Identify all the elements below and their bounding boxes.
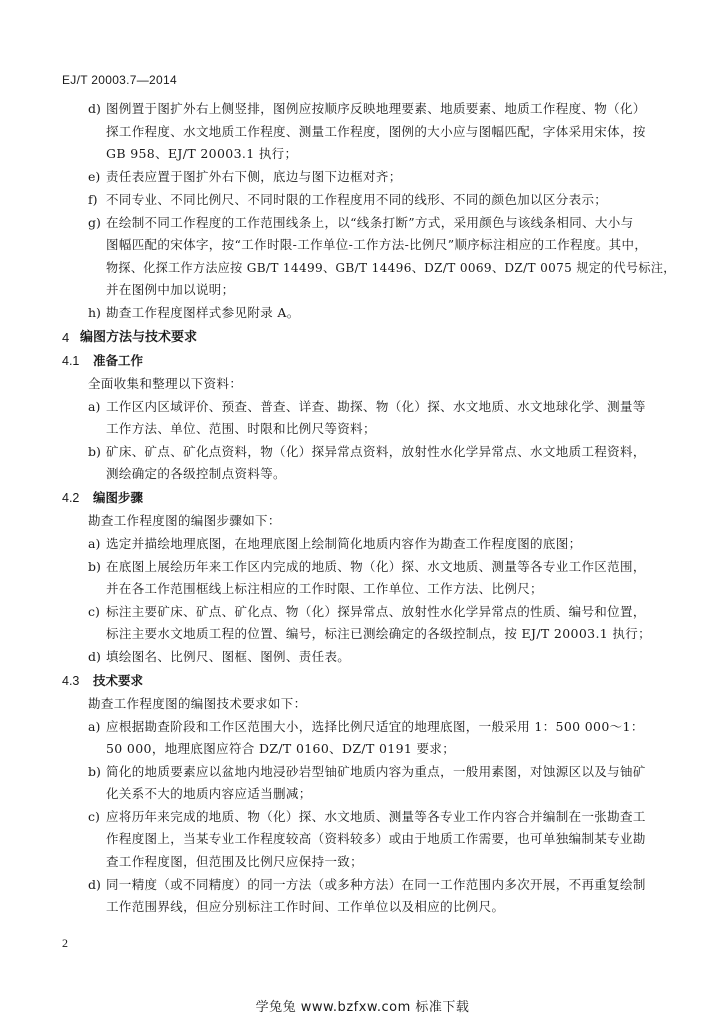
item-line: 作程度图上，当某专业工作程度较高（资料较多）或由于地质工作需要，也可单独编制某专业勘 [106, 831, 646, 846]
item-line: 图幅匹配的宋体字，按“工作时限-工作单位-工作方法-比例尺”顺序标注相应的工作程度。其中， [106, 237, 648, 252]
subsection-title: 准备工作 [93, 353, 144, 368]
item-line: 化关系不大的地质内容应适当删减； [106, 786, 312, 801]
item-line: 标注主要水文地质工程的位置、编号，标注已测绘确定的各级控制点，按 EJ/T 20003.1 执行； [106, 626, 651, 641]
item-label: e) [88, 169, 101, 184]
item-line: 填绘图名、比例尺、图框、图例、责任表。 [106, 649, 351, 664]
paragraph: 全面收集和整理以下资料： [88, 376, 243, 391]
item-label: c) [88, 604, 100, 619]
footer-watermark: 学兔兔 www.bzfxw.com 标准下载 [255, 1000, 470, 1015]
item-line: 责任表应置于图扩外右下侧，底边与图下边框对齐； [106, 169, 402, 184]
item-label: d) [88, 649, 101, 664]
page-number: 2 [62, 936, 68, 950]
item-line: 不同专业、不同比例尺、不同时限的工作程度用不同的线形、不同的颜色加以区分表示； [106, 192, 608, 207]
item-line: 在底图上展绘历年来工作区内完成的地质、物（化）探、水文地质、测量等各专业工作区范围， [106, 559, 646, 574]
item-line: 应将历年来完成的地质、物（化）探、水文地质、测量等各专业工作内容合并编制在一张勘查工 [106, 809, 646, 824]
subsection-title: 技术要求 [93, 673, 144, 688]
subsection-title: 编图步骤 [93, 490, 144, 505]
item-label: d) [88, 877, 101, 892]
item-line: 勘查工作程度图样式参见附录 A。 [106, 305, 300, 320]
item-label: g) [88, 215, 101, 230]
paragraph: 勘查工作程度图的编图技术要求如下： [88, 696, 307, 711]
item-label: b) [88, 764, 101, 779]
item-line: 矿床、矿点、矿化点资料，物（化）探异常点资料，放射性水化学异常点、水文地质工程资料， [106, 444, 646, 459]
item-label: f) [88, 192, 98, 207]
item-line: 图例置于图扩外右上侧竖排，图例应按顺序反映地理要素、地质要素、地质工作程度、物（化） [106, 101, 646, 116]
item-label: a) [88, 536, 101, 551]
paragraph: 勘查工作程度图的编图步骤如下： [88, 513, 281, 528]
item-line: 应根据勘查阶段和工作区范围大小，选择比例尺适宜的地理底图，一般采用 1：500 000～1： [106, 719, 644, 734]
item-line: 测绘确定的各级控制点资料等。 [106, 466, 286, 481]
item-line: 50 000，地理底图应符合 DZ/T 0160、DZ/T 0191 要求； [106, 741, 456, 756]
section-title: 编图方法与技术要求 [80, 330, 198, 345]
subsection-number: 4.2 [62, 491, 80, 505]
page-header: EJ/T 20003.7—2014 [62, 73, 177, 87]
item-label: h) [88, 305, 101, 320]
item-line: GB 958、EJ/T 20003.1 执行； [106, 146, 298, 161]
item-line: 工作范围界线，但应分别标注工作时间、工作单位以及相应的比例尺。 [106, 899, 505, 914]
section-number: 4 [62, 330, 70, 345]
item-label: d) [88, 101, 101, 116]
item-line: 物探、化探工作方法应按 GB/T 14499、GB/T 14496、DZ/T 0069、DZ/T 0075 规定的代号标注， [106, 260, 676, 275]
item-line: 标注主要矿床、矿点、矿化点、物（化）探异常点、放射性水化学异常点的性质、编号和位置， [106, 604, 646, 619]
item-label: b) [88, 559, 101, 574]
item-label: b) [88, 444, 101, 459]
item-line: 工作方法、单位、范围、时限和比例尺等资料； [106, 421, 376, 436]
item-line: 查工作程度图，但范围及比例尺应保持一致； [106, 854, 364, 869]
item-label: a) [88, 399, 101, 414]
subsection-number: 4.1 [62, 354, 80, 368]
item-label: c) [88, 809, 100, 824]
subsection-number: 4.3 [62, 674, 80, 688]
item-line: 工作区内区域评价、预查、普查、详查、勘探、物（化）探、水文地质、水文地球化学、测量等 [106, 399, 646, 414]
item-line: 在绘制不同工作程度的工作范围线条上，以“线条打断”方式，采用颜色与该线条相同、大小与 [106, 215, 634, 230]
item-line: 选定并描绘地理底图，在地理底图上绘制简化地质内容作为勘查工作程度图的底图； [106, 536, 582, 551]
item-line: 探工作程度、水文地质工作程度、测量工作程度，图例的大小应与图幅匹配，字体采用宋体，按 [106, 124, 646, 139]
item-line: 并在图例中加以说明； [106, 282, 235, 297]
item-line: 简化的地质要素应以盆地内地浸砂岩型铀矿地质内容为重点，一般用素图，对蚀源区以及与铀矿 [106, 764, 646, 779]
item-line: 并在各工作范围框线上标注相应的工作时限、工作单位、工作方法、比例尺； [106, 581, 543, 596]
item-label: a) [88, 719, 101, 734]
item-line: 同一精度（或不同精度）的同一方法（或多种方法）在同一工作范围内多次开展，不再重复绘制 [106, 877, 646, 892]
